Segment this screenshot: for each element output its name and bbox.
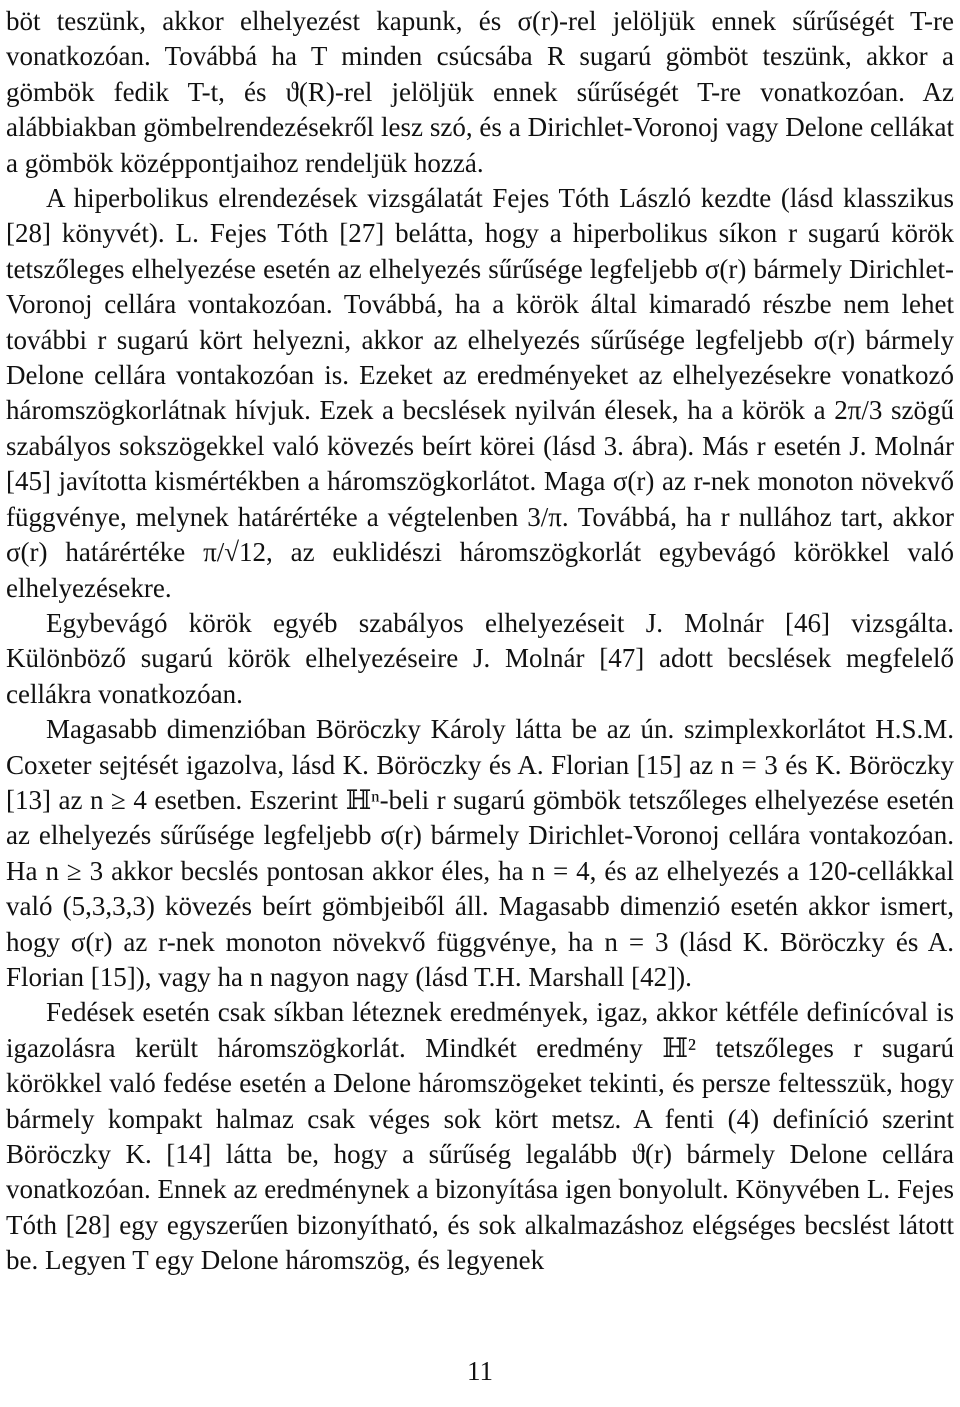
paragraph-5: Fedések esetén csak síkban léteznek eredmények, igaz, akkor kétféle definícóval is igazolásra került háromszögkorlát. Mindkét eredmény ℍ² tetszőleges r sugarú körökkel való fedése esetén a Delone háromszögeket tekinti, és persze feltesszük, hogy bármely kompakt halmaz csak véges sok kört metsz. A fenti (4) definíció szerint Böröczky K. [14] látta be, hogy a sűrűség legalább ϑ(r) bármely Delone cellára vonatkozóan. Ennek az eredménynek a bizonyítása igen bonyolult. Könyvében L. Fejes Tóth [28] egy egyszerűen bizonyítható, és sok alkalmazáshoz elégséges becslést látott be. Legyen T egy Delone háromszög, és legyenek <box>6 997 954 1276</box>
paragraph-2: A hiperbolikus elrendezések vizsgálatát Fejes Tóth László kezdte (lásd klasszikus [28] könyvét). L. Fejes Tóth [27] belátta, hogy a hiperbolikus síkon r sugarú körök tetszőleges elhelyezése esetén az elhelyezés sűrűsége legfeljebb σ(r) bármely Dirichlet-Voronoj cellára vontakozóan. Továbbá, ha a körök által kimaradó részbe nem lehet további r sugarú kört helyezni, akkor az elhelyezés sűrűsége legfeljebb σ(r) bármely Delone cellára vontakozóan is. Ezeket az eredményeket az elhelyezésekre vonatkozó háromszögkorlátnak hívjuk. Ezek a becslések nyilván élesek, ha a körök a 2π/3 szögű szabályos sokszögekkel való kövezés beírt körei (lásd 3. ábra). Más r esetén J. Molnár [45] javította kismértékben a háromszögkorlátot. Maga σ(r) az r-nek monoton növekvő függvénye, melynek határértéke a végtelenben 3/π. Továbbá, ha r nullához tart, akkor σ(r) határértéke π/√12, az euklidészi háromszögkorlát egybevágó körökkel való elhelyezésekre. <box>6 183 954 603</box>
paragraph-3: Egybevágó körök egyéb szabályos elhelyezéseit J. Molnár [46] vizsgálta. Különböző sugarú körök elhelyezéseire J. Molnár [47] adott becslések megfelelő cellákra vonatkozóan. <box>6 607 954 709</box>
paragraph-4: Magasabb dimenzióban Böröczky Károly látta be az ún. szimplexkorlátot H.S.M. Coxeter sejtését igazolva, lásd K. Böröczky és A. Florian [15] az n = 3 és K. Böröczky [13] az n ≥ 4 esetben. Eszerint ℍⁿ-beli r sugarú gömbök tetszőleges elhelyezése esetén az elhelyezés sűrűsége legfeljebb σ(r) bármely Dirichlet-Voronoj cellára vontakozóan. Ha n ≥ 3 akkor becslés pontosan akkor éles, ha n = 4, és az elhelyezés a 120-cellákkal való (5,3,3,3) kövezés beírt gömbjeiből áll. Magasabb dimenzió esetén akkor ismert, hogy σ(r) az r-nek monoton növekvő függvénye, ha n = 3 (lásd K. Böröczky és A. Florian [15]), vagy ha n nagyon nagy (lásd T.H. Marshall [42]). <box>6 714 954 992</box>
page-number: 11 <box>467 1356 493 1386</box>
paragraph-1: böt teszünk, akkor elhelyezést kapunk, és σ(r)-rel jelöljük ennek sűrűségét T-re vonatkozóan. Továbbá ha T minden csúcsába R sugarú gömböt teszünk, akkor a gömbök fedik T-t, és ϑ(R)-rel jelöljük ennek sűrűségét T-re vonatkozóan. Az alábbiakban gömbelrendezésekről lesz szó, és a Dirichlet-Voronoj vagy Delone cellákat a gömbök középpontjaihoz rendeljük hozzá. <box>6 6 954 178</box>
